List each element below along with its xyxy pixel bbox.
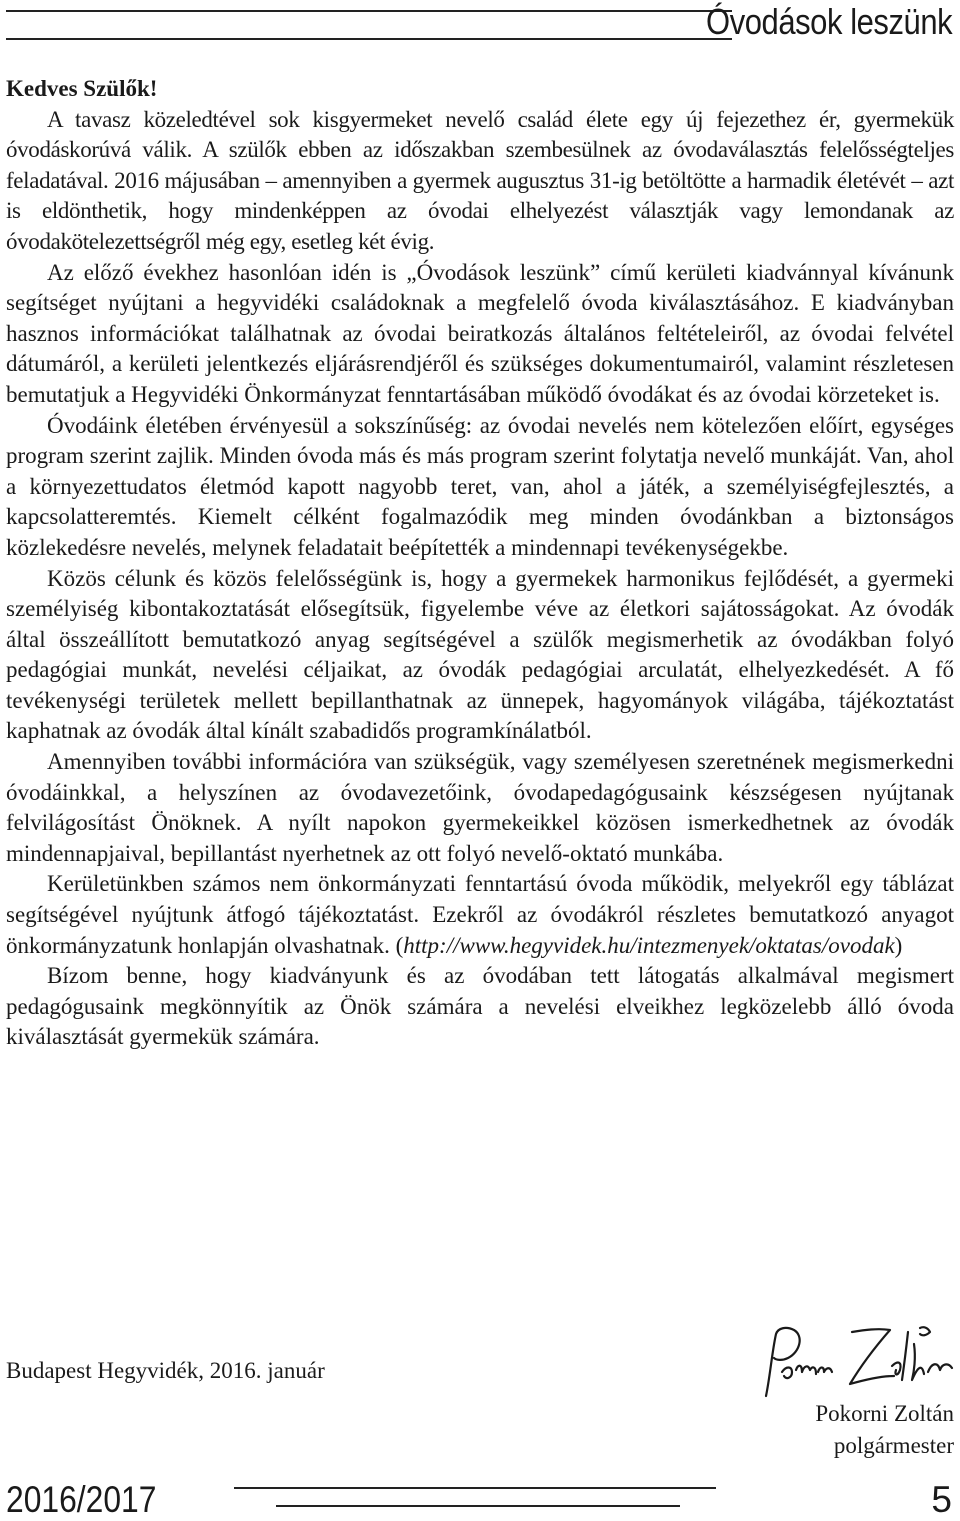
footer-year: 2016/2017	[6, 1479, 157, 1520]
footer-rule-bottom	[276, 1505, 680, 1507]
signer-name: Pokorni Zoltán	[815, 1401, 954, 1426]
paragraph-3: Óvodáink életében érvényesül a sokszínűség: az óvodai nevelés nem kötelezően előírt, egységes program szerint zajlik. Minden óvoda más és más program szerint folytatja nevelő munkáját. Van, ahol a környezettudatos életmód kapott nagyobb teret, van, ahol a játék, a személyiségfejlesztés, a kapcsolatteremtés. Kiemelt célként fogalmazódik meg minden óvodánkban a biztonságos közlekedésre nevelés, melynek feladatait beépítették a mindennapi tevékenységekbe.	[6, 412, 954, 560]
letter-greeting: Kedves Szülők!	[6, 76, 158, 101]
header-title: Óvodások leszünk	[705, 1, 952, 42]
signer-title: polgármester	[833, 1433, 954, 1458]
header-rule-top	[6, 10, 732, 12]
website-link[interactable]: http://www.hegyvidek.hu/intezmenyek/oktatas/ovodak	[403, 932, 895, 958]
page-number: 5	[931, 1479, 952, 1520]
header-rule-bottom	[6, 38, 732, 40]
paragraph-6-text: Kerületünkben számos nem önkormányzati fenntartású óvoda működik, melyekről egy táblázat segítségével nyújtunk átfogó tájékoztatást. Ezekről az óvodákról részletes bemutatkozó anyagot önkormányzatunk honlapján olvashatnak. (	[6, 871, 954, 958]
paragraph-1: A tavasz közeledtével sok kisgyermeket nevelő család élete egy új fejezethez ér, gyermekük óvodáskorúvá válik. A szülők ebben az időszakban szembesülnek az óvodaválasztás felelősségteljes feladatával. 2016 májusában – amennyiben a gyermek augusztus 31-ig betöltötte a harmadik életévét – azt is eldönthetik, hogy mindenképpen az óvodai elhelyezést választják vagy lemondanak az óvodakötelezettségről még egy, esetleg két évig.	[6, 106, 954, 254]
letter-date: Budapest Hegyvidék, 2016. január	[6, 1358, 325, 1383]
paragraph-5: Amennyiben további információra van szükségük, vagy személyesen szeretnének megismerkedni óvodáinkkal, a helyszínen az óvodavezetőink, óvodapedagógusaink készségesen nyújtanak felvilágosítást Önöknek. A nyílt napokon gyermekeikkel közösen ismerkedhetnek az óvodák mindennapjaival, bepillantást nyerhetnek az ott folyó nevelő-oktató munkába.	[6, 749, 954, 866]
paragraph-6	[6, 869, 954, 961]
footer-rule-top	[234, 1487, 716, 1489]
letter-body	[6, 74, 954, 1053]
paragraph-4: Közös célunk és közös felelősségünk is, hogy a gyermekek harmonikus fejlődését, a gyermeki személyiség kibontakoztatását elősegítsük, figyelembe véve az életkori sajátosságokat. Az óvodák által összeállított bemutatkozó anyag segítségével a szülők megismerhetik az óvodákban folyó pedagógiai munkát, nevelési céljaikat, az óvodák pedagógiai arculatát, elhelyezkedését. A fő tevékenységi területek mellett bepillanthatnak az ünnepek, hagyományok világába, tájékoztatást kaphatnak az óvodák által kínált szabadidős programkínálatból.	[6, 565, 954, 744]
page-header	[0, 0, 960, 60]
paragraph-7: Bízom benne, hogy kiadványunk és az óvodában tett látogatás alkalmával megismert pedagógusaink megkönnyítik az Önök számára a nevelési elveikhez legközelebb álló óvoda kiválasztását gyermekük számára.	[6, 963, 954, 1050]
paragraph-2: Az előző évekhez hasonlóan idén is „Óvodások leszünk” című kerületi kiadvánnyal kívánunk segítséget nyújtani a hegyvidéki családoknak a megfelelő óvoda kiválasztásához. E kiadványban hasznos információkat találhatnak az óvodai beiratkozás általános feltételeiről, az óvodai felvétel dátumáról, a kerületi jelentkezés eljárásrendjéről és szükséges dokumentumairól, valamint részletesen bemutatjuk a Hegyvidéki Önkormányzat fenntartásában működő óvodákat és az óvodai körzeteket is.	[6, 259, 954, 407]
handwritten-signature	[752, 1322, 960, 1402]
paragraph-6-close: )	[894, 932, 903, 958]
